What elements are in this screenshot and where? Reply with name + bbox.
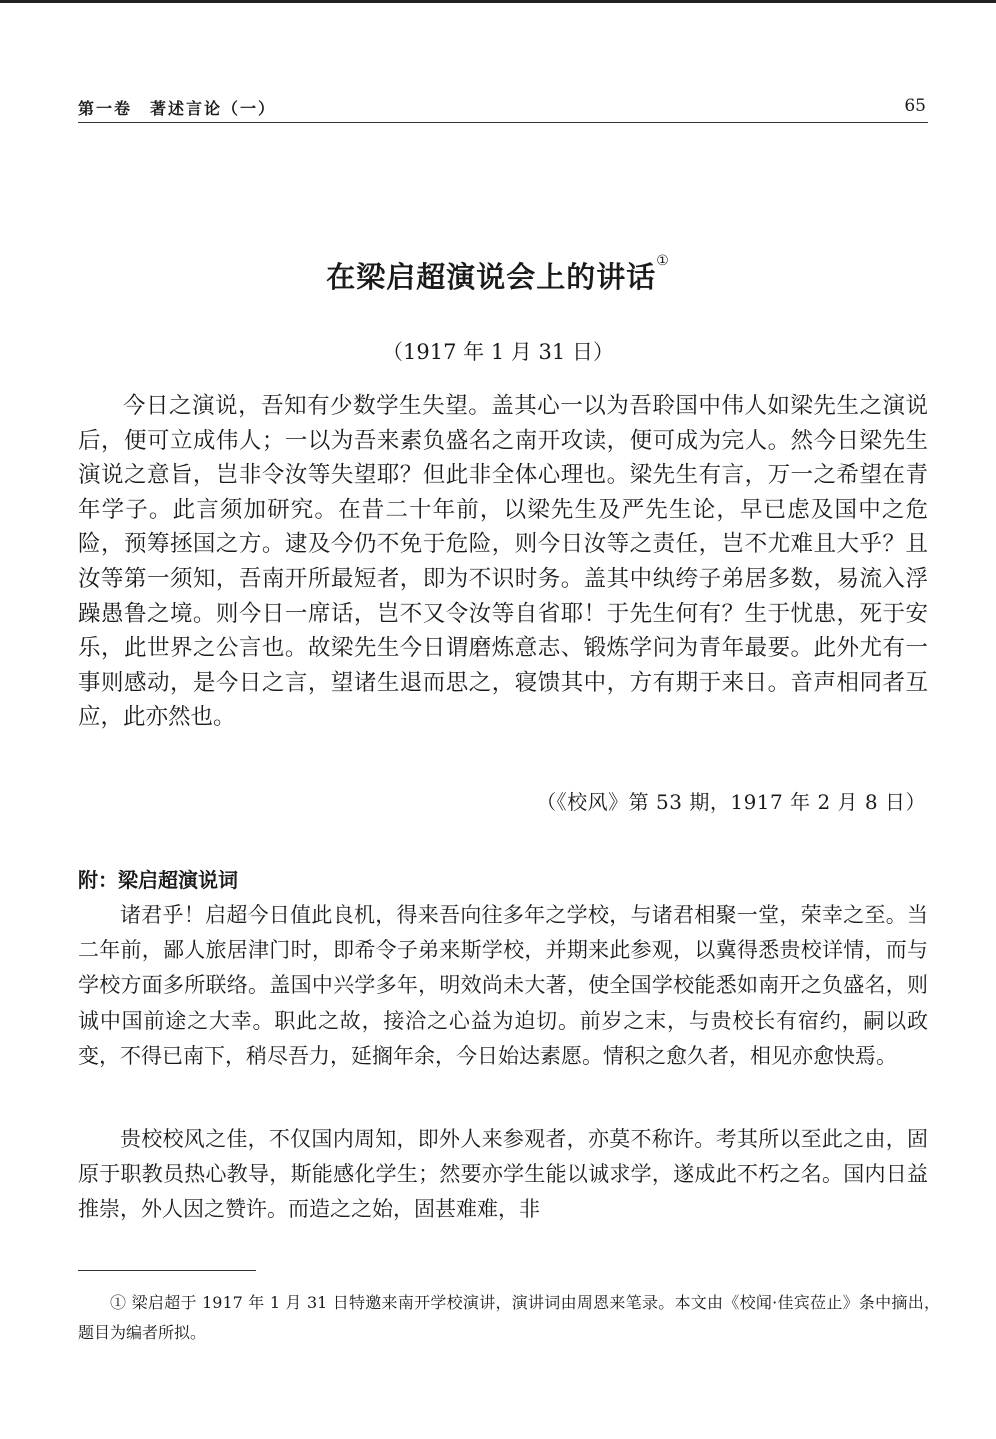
page-top-edge xyxy=(0,0,996,3)
appendix-heading: 附：梁启超演说词 xyxy=(78,868,238,892)
appendix-paragraph: 诸君乎！启超今日值此良机，得来吾向往多年之学校，与诸君相聚一堂，荣幸之至。当二年前，鄙人旅居津门时，即希令子弟来斯学校，并期来此参观，以冀得悉贵校详情，而与学校方面多所联络。盖国中兴学多年，明效尚未大著，使全国学校能悉如南开之负盛名，则诚中国前途之大幸。职此之故，接洽之心益为迫切。前岁之末，与贵校长有宿约，嗣以政变，不得已南下，稍尽吾力，延搁年余，今日始达素愿。情积之愈久者，相见亦愈快焉。 xyxy=(78,903,928,1068)
article-title xyxy=(0,255,996,296)
footnote-divider xyxy=(78,1270,256,1271)
article-date: （1917 年 1 月 31 日） xyxy=(382,340,614,364)
footnote-marker: ① xyxy=(110,1293,127,1312)
article-title-text: 在梁启超演说会上的讲话 xyxy=(326,260,657,294)
running-title: 第一卷 著述言论（一） xyxy=(78,99,277,118)
footnote xyxy=(78,1288,940,1348)
article-body: 今日之演说，吾知有少数学生失望。盖其心一以为吾聆国中伟人如梁先生之演说后，便可立成伟人；一以为吾来素负盛名之南开攻读，便可成为完人。然今日梁先生演说之意旨，岂非令汝等失望耶？但此非全体心理也。梁先生有言，万一之希望在青年学子。此言须加研究。在昔二十年前，以梁先生及严先生论，早已虑及国中之危险，预筹拯国之方。逮及今仍不免于危险，则今日汝等之责任，岂不尤难且大乎？且汝等第一须知，吾南开所最短者，即为不识时务。盖其中纨绔子弟居多数，易流入浮躁愚鲁之境。则今日一席话，岂不又令汝等自省耶！于先生何有？生于忧患，死于安乐，此世界之公言也。故梁先生今日谓磨炼意志、锻炼学问为青年最要。此外尤有一事则感动，是今日之言，望诸生退而思之，寝馈其中，方有期于来日。音声相同者互应，此亦然也。 xyxy=(78,393,928,731)
article-source: （《校风》第 53 期，1917 年 2 月 8 日） xyxy=(536,790,926,814)
footnote-reference[interactable]: ① xyxy=(656,253,670,269)
footnote-text: 梁启超于 1917 年 1 月 31 日特邀来南开学校演讲，演讲词由周恩来笔录。本文由《校闻·佳宾莅止》条中摘出，题目为编者所拟。 xyxy=(78,1293,940,1342)
appendix-paragraph: 贵校校风之佳，不仅国内周知，即外人来参观者，亦莫不称许。考其所以至此之由，固原于职教员热心教导，斯能感化学生；然要亦学生能以诚求学，遂成此不朽之名。国内日益推崇，外人因之赞许。而造之之始，固甚难难，非 xyxy=(78,1127,928,1222)
running-header xyxy=(78,96,928,123)
page-number: 65 xyxy=(904,96,926,116)
